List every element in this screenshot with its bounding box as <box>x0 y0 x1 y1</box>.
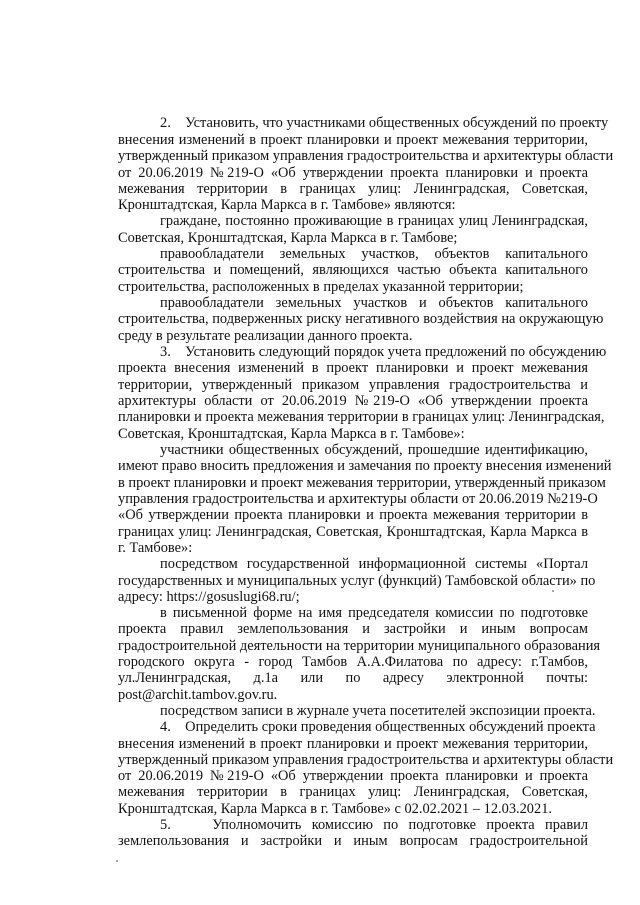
text-line: архитектуры области от 20.06.2019 №219-О «Об утверждении проекта <box>118 393 588 409</box>
text-line: от 20.06.2019 №219-О «Об утверждении проекта планировки и проекта <box>118 165 588 181</box>
text-line: землепользования и застройки и иным вопросам градостроительной <box>118 833 588 849</box>
text-line: территории, утвержденный приказом управления градостроительства и <box>118 377 588 393</box>
text-line: Советская, Кронштадтская, Карла Маркса в г. Тамбове»: <box>118 426 465 442</box>
list-item-line: посредством записи в журнале учета посетителей экспозиции проекта. <box>160 703 596 719</box>
text-line: границах улиц: Ленинградская, Советская, Кронштадтская, Карла Маркса в <box>118 524 588 540</box>
text-line: управления градостроительства и архитектуры области от 20.06.2019 №219-О <box>118 491 598 507</box>
item-2-heading-line: 2. Установить, что участниками общественных обсуждений по проекту <box>160 115 609 131</box>
text-line: Кронштадтская, Карла Маркса в г. Тамбове» являются: <box>118 197 456 213</box>
scan-speck <box>116 860 118 862</box>
text-line: городского округа - город Тамбов А.А.Филатова по адресу: г.Тамбов, <box>118 654 588 670</box>
item-4-heading-line: 4. Определить сроки проведения общественных обсуждений проекта <box>160 719 596 735</box>
item-5-heading-line: 5. Уполномочить комиссию по подготовке проекта правил <box>160 817 588 833</box>
text-line: утвержденный приказом управления градостроительства и архитектуры области <box>118 148 614 164</box>
text-line: градостроительной деятельности на территории муниципального образования <box>118 638 601 654</box>
list-item-line: в письменной форме на имя председателя комиссии по подготовке <box>160 605 588 621</box>
text-line: Кронштадтская, Карла Маркса в г. Тамбове» с 02.02.2021 – 12.03.2021. <box>118 801 552 817</box>
list-item-line: правообладатели земельных участков и объектов капитального <box>160 295 588 311</box>
text-line: адресу: https://gosuslugi68.ru/; <box>118 589 300 605</box>
text-line: утвержденный приказом управления градостроительства и архитектуры области <box>118 752 614 768</box>
text-line: в проект планировки и проект межевания территории, утвержденный приказом <box>118 475 606 491</box>
text-line: имеют право вносить предложения и замечания по проекту внесения изменений <box>118 458 612 474</box>
list-item-line: посредством государственной информационной системы «Портал <box>160 556 588 572</box>
text-line: внесения изменений в проект планировки и проект межевания территории, <box>118 736 588 752</box>
text-line: межевания территории в границах улиц: Ленинградская, Советская, <box>118 181 588 197</box>
list-item-line: участники общественных обсуждений, прошедшие идентификацию, <box>160 442 588 458</box>
list-item-line: граждане, постоянно проживающие в границах улиц Ленинградская, <box>160 213 588 229</box>
text-line: строительства, подверженных риску негативного воздействия на окружающую <box>118 311 604 327</box>
item-3-heading-line: 3. Установить следующий порядок учета предложений по обсуждению <box>160 344 607 360</box>
text-line: государственных и муниципальных услуг (функций) Тамбовской области» по <box>118 573 596 589</box>
text-line: среду в результате реализации данного проекта. <box>118 328 413 344</box>
text-line: строительства, расположенных в пределах указанной территории; <box>118 279 524 295</box>
text-line: межевания территории в границах улиц: Ленинградская, Советская, <box>118 784 588 800</box>
text-line: Советская, Кронштадтская, Карла Маркса в г. Тамбове; <box>118 230 458 246</box>
text-line: г. Тамбове»: <box>118 540 193 556</box>
text-line: строительства и помещений, являющихся частью объекта капитального <box>118 262 588 278</box>
text-line: ул.Ленинградская, д.1а или по адресу электронной почты: <box>118 670 588 686</box>
list-item-line: правообладатели земельных участков, объектов капитального <box>160 246 588 262</box>
text-line: проекта правил землепользования и застройки и иным вопросам <box>118 621 588 637</box>
text-line: от 20.06.2019 №219-О «Об утверждении проекта планировки и проекта <box>118 768 588 784</box>
text-line: планировки и проекта межевания территории в границах улиц: Ленинградская, <box>118 409 605 425</box>
text-line: «Об утверждении проекта планировки и проекта межевания территории в <box>118 507 588 523</box>
text-line: внесения изменений в проект планировки и проект межевания территории, <box>118 132 588 148</box>
scan-speck <box>552 590 554 592</box>
email-line: post@archit.tambov.gov.ru. <box>118 687 278 703</box>
text-line: проекта внесения изменений в проект планировки и проект межевания <box>118 360 588 376</box>
